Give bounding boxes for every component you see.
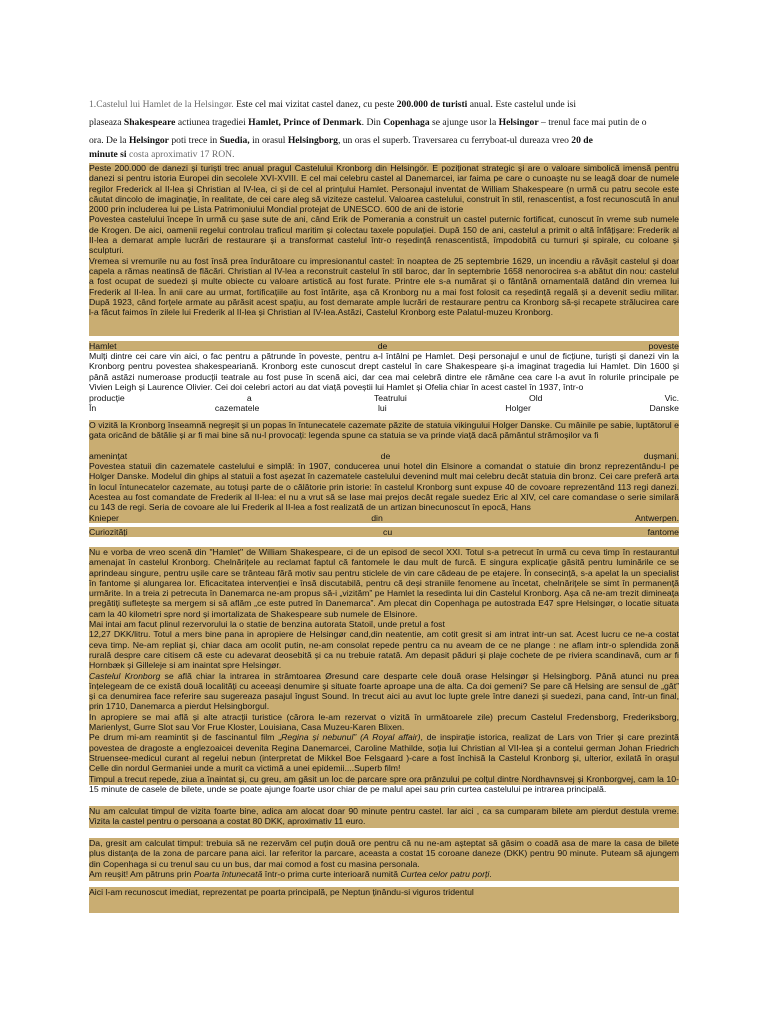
- row-word: de: [380, 451, 391, 461]
- header-word: de: [377, 341, 388, 351]
- film-text: , de inspirație istorica, realizat de Lars von Trier și care prezintă povestea de dragoste a englezoaicei devenita Regina Danemarcei, Caroline Mathilde, soția lui Christian al VII-lea și a contelui german Johan Friedrich Struensee-medicul curant al regelui nebun (interpretat de Mikkel Boe Felsgaard )-care a fost închisă la Castelul Kronborg și, ulterior, exilată în orașul Celle din nordul Germaniei unde a murit ca victimă a unei epidemii....Superb film!: [89, 732, 680, 774]
- intro-bold: Helsingor: [128, 135, 169, 146]
- row-word: Holger: [505, 403, 531, 413]
- row-word: cazematele: [214, 403, 260, 413]
- intro-text: poti trece in: [168, 135, 220, 146]
- film-text: Pe drum mi-am reamintit și de fascinantul film „: [89, 732, 282, 743]
- time-paragraph: Da, gresit am calculat timpul: trebuia să ne rezervăm cel puțin două ore pentru că nu ne-am așteptat să găsim o coadă asa de mare la casa de bilete plus distanța de la zona de parcare pana aici. Iar referitor la parcare, aceasta a costat 15 coroane daneze (DKK) pentru 90 minute. Puteam să ajungem din Copenhaga si cu trenul sau cu un bus, dar mai comod a fost cu masina personala.: [89, 838, 679, 869]
- history-paragraph-1: Peste 200.000 de danezi și turiști trec anual pragul Castelului Kronborg din Helsingör. E poziționat strategic și are o valoare simbolică imensă pentru danezi si pentru istoria Europei din secolele XVI-XVIII. E cel mai celebru castel al Danemarcei, iar faima pe care o cunoaște nu se leagă doar de numele regilor Frederick al II-lea și Christian al IV-lea, ci și de cel al prințului Hamlet. Personajul inventat de William Shakespeare (n urmă cu patru secole este căutat dincolo de imaginație, în realitate, de cei care aleg să viziteze castelul. Valoarea castelului, construit în stil, renascentist, a fost recunoscută în anul 2000 prin includerea lui pe Lista Patrimoniului Mondial protejat de UNESCO. 600 de ani de istorie: [89, 163, 679, 215]
- intro-line-3: [89, 132, 679, 150]
- section-time: [89, 838, 679, 881]
- section-holger-statue: [89, 461, 679, 513]
- intro-bold: Hamlet, Prince of Denmark: [248, 117, 362, 128]
- intro-bold: 20 de: [571, 135, 593, 146]
- intro-text: plaseaza: [89, 117, 124, 128]
- italic-text: Curtea celor patru porți: [400, 868, 490, 879]
- holger-paragraph-1: O vizită la Kronborg înseamnă negreșit și un popas în întunecatele cazemate păzite de statuia vikingului Holger Danske. Cu mâinile pe sabie, luptătorul e gata oricând de bătălie și ar fi mai bine să nu-l provocați: legenda spune ca statuia se va prinde viață dacă pământul strămoșilor va fi: [89, 420, 679, 441]
- header-word: cu: [383, 527, 393, 537]
- intro-text: se ajunge usor la: [429, 117, 499, 128]
- kronborg-paragraph: [89, 671, 679, 712]
- row-word: Danske: [649, 403, 679, 413]
- intro-bold: Helsingor: [498, 117, 539, 128]
- fuel-paragraph: Mai intai am facut plinul rezervorului la o statie de benzina autorata Statoil, unde pretul a fost: [89, 619, 445, 630]
- intro-heading-prefix: 1.: [89, 99, 97, 110]
- intro-paragraph: [89, 96, 679, 160]
- hamlet-row-1: [89, 393, 679, 403]
- intro-line-4: [89, 150, 679, 160]
- intro-bold: Shakespeare: [123, 117, 176, 128]
- kronborg-text: se află chiar la intrarea in strâmtoarea Øresund care desparte cele două orase Helsingør și Helsingborg. Până atunci nu prea înțelegeam de ce există două localități cu aceeași denumire și situate foarte aproape una de alta. Ca doi gemeni? Se pare că Helsing are sensul de „gât” și ca denumirea face referire sau sugereaza pasajul îngust Sound. In trecut aici au avut loc lupte grele între danezi și suedezi, pana cand, într-un final, prin 1710, Danemarca a pierdut Helsingborgul.: [89, 670, 679, 712]
- parking-paragraph: Timpul a trecut repede, ziua a înaintat și, cu greu, am găsit un loc de parcare spre ora prânzului pe colțul dintre Nordhavnsvej și Kronborgvej, cam la 10-15 minute de casele de bilete, unde se poate ajunge foarte usor chiar de pe malul apei sau prin curtea castelului pe intrarea principală.: [89, 773, 679, 794]
- row-word: din: [371, 513, 383, 523]
- intro-text: – trenul face mai putin de o: [538, 117, 647, 128]
- section-holger-danske: [89, 420, 679, 451]
- section-curiosities: [89, 547, 680, 794]
- intro-text: . Din: [361, 117, 384, 128]
- intro-bold: Helsingborg: [287, 135, 338, 146]
- row-word: Antwerpen.: [635, 513, 679, 523]
- intro-text: Este cel mai vizitat castel danez, cu peste: [233, 99, 397, 110]
- courtyard-text: într-o prima curte interioară numită: [262, 868, 401, 879]
- row-word: În: [89, 403, 97, 413]
- intro-text: in orasul: [249, 135, 288, 146]
- section-tickets: [89, 806, 679, 828]
- intro-text: actiunea tragediei: [175, 117, 249, 128]
- courtyard-text: Am reușit! Am pătruns prin: [89, 868, 194, 879]
- intro-bold: Suedia,: [219, 135, 250, 146]
- intro-line-1: [89, 96, 679, 114]
- intro-text: , un oras el superb. Traversarea cu ferryboat-ul dureaza vreo: [337, 135, 572, 146]
- intro-text: anual. Este castelul unde isi: [467, 99, 577, 110]
- history-paragraph-2: Povestea castelului începe în urmă cu șase sute de ani, când Erik de Pomerania a construit un castel puternic fortificat, cunoscut în vreme sub numele de Krogen. De aici, oamenii regelui controlau traficul maritim și colectau taxele populației. După 150 de ani, castelul a primit o altă înfățișare: Frederik al II-lea a demarat ample lucrări de restaurare și a transformat castelul într-o reședință renascentistă, împodobită cu turnuri și spirale, cu coloane și sculpturi.: [89, 214, 679, 256]
- italic-text: Castelul Kronborg: [89, 670, 161, 681]
- courtyard-paragraph: [89, 869, 679, 879]
- section-curiosities-header: [89, 527, 679, 537]
- row-word: lui: [377, 403, 387, 413]
- intro-text: costa aproximativ 17 RON.: [126, 149, 235, 160]
- hamlet-row-2: [89, 403, 679, 413]
- row-word: Knieper: [89, 513, 119, 523]
- ghosts-text: Nu e vorba de vreo scenă din "Hamlet" de William Shakespeare, ci de un episod de secol XXI. Totul s-a petrecut în urmă cu ceva timp în restaurantul amenajat în castelul Kronborg. Chelnărițele au reclamat faptul că fantomele le dau mult de furcă. E singura explicație găsită pentru luminările ce se aprindeau singure, pentru ușile care se trânteau fără motiv sau pentru sticlele de vin care cădeau de pe etajere. În consecință, s-a apelat la un specialist în fantome și alungarea lor. Eficacitatea intervenției e însă discutabilă, pentru că deși straniile fenomene au încetat, chelnărițele se simt în permanență urmărite.: [89, 547, 679, 599]
- neptune-paragraph: Aici l-am recunoscut imediat, reprezentat pe poarta principală, pe Neptun ținându-si viguros tridentul: [89, 887, 474, 897]
- italic-text: Poarta întunecată: [193, 868, 263, 879]
- row-word: dușmani.: [643, 451, 679, 461]
- visit-text: In a treia zi petrecuta în Danemarca ne-am propus să-i „vizităm” pe Hamlet la resedinta lui din Castelul Kronborg. Așa că ne-am trezit dimineața pregătiți sufletește sa mergem si să aflăm „ce este putred în Danemarca”. Am plecat din Copenhaga pe autostrada E47 spre Helsingør, o locatie situata cam la 40 kilometri spre nord și imortalizata de Shakespeare sub numele de Elsinore.: [89, 588, 679, 619]
- section-hamlet-header: [89, 341, 679, 351]
- section-history: [89, 163, 679, 336]
- film-paragraph: [89, 732, 679, 773]
- row-word: a: [246, 393, 252, 403]
- intro-bold: Copenhaga: [383, 117, 430, 128]
- tickets-paragraph: Nu am calculat timpul de vizita foarte bine, adica am alocat doar 90 minute pentru castel. Iar aici , ca sa cumparam bilete am pierdut destula vreme. Vizita la castel pentru o persoana a costat 80 DKK, aproximativ 11 euro.: [89, 806, 679, 827]
- ghosts-paragraph: [89, 547, 679, 619]
- intro-bold: minute si: [89, 149, 127, 160]
- holger-row-2: [89, 513, 679, 523]
- holger-paragraph-2: Povestea statuii din cazematele castelului e simplă: în 1907, conducerea unui hotel din Elsinore a comandat o statuie din bronz reprezentându-l pe Holger Danske. Modelul din ghips al statuii a fost așezat în cazematele castelului devenind mult mai celebru decât statuia din bronz. Cei care preferă arta în locul întunecatelor cazemate, au totuși parte de o călătorie prin istorie: în castelul Kronborg sunt expuse 40 de covoare reprezentând 113 regi danezi. Acestea au fost comandate de Frederik al II-lea: el nu a vrut să se lase mai prejos decât regale suedez Eric al XIV, cel care comandase o serie similară cu 143 de regi. Seria de covoare ale lui Frederik al II-lea a fost realizată de un artizan binecunoscut în epocă, Hans: [89, 461, 679, 513]
- courtyard-text: .: [489, 868, 492, 879]
- row-word: Teatrului: [373, 393, 407, 403]
- row-word: producție: [89, 393, 125, 403]
- intro-line-2: [89, 114, 679, 132]
- section-neptune: [89, 887, 679, 913]
- header-word: fantome: [647, 527, 679, 537]
- header-word: Curiozități: [89, 527, 128, 537]
- attractions-paragraph: In apropiere se mai află și alte atracții turistice (cărora le-am rezervat o vizită în următoarele zile) precum Castelul Fredensborg, Frederiksborg, Marienlyst, Gurre Slot sau Vor Frue Kloster, Louisiana, Casa Muzeu-Karen Blixen.: [89, 711, 679, 733]
- italic-text: Regina și nebunul” (A Royal affair): [281, 732, 421, 743]
- history-paragraph-3: Vremea si vremurile nu au fost însă prea îndurătoare cu impresionantul castel: în noaptea de 25 septembrie 1629, un incendiu a răvășit castelul și doar capela a rămas neatinsă de flăcări. Christian al IV-lea a reconstruit castelul în stil baroc, dar în septembrie 1658 nenorocirea s-a abătut din nou: castelul a fost ocupat de suedezi și multe obiecte cu valoare artistică au fost furate. Printre ele s-a numărat și o fântână ornamentală datând din vremea lui Frederik al II-lea. În anii care au urmat, fortificațiile au fost întărite, așa că Kronborg nu a mai fost folosit ca reședință regală și a devenit sediu militar. După 1923, când forțele armate au părăsit acest spațiu, au fost demarate ample lucrări de restaurare pentru ca Kronborg să-și recapete strălucirea care l-a făcut faimos în zilele lui Frederik al II-lea și Christian al IV-lea.Astăzi, Castelul Kronborg este Palatul-muzeu Kronborg.: [89, 255, 679, 318]
- row-word: Vic.: [664, 393, 679, 403]
- holger-row-1: [89, 451, 679, 461]
- intro-heading-title: Castelul lui Hamlet de la Helsingør.: [96, 99, 234, 110]
- header-word: poveste: [648, 341, 679, 351]
- section-hamlet: [89, 351, 679, 393]
- hamlet-paragraph: Mulți dintre cei care vin aici, o fac pentru a pătrunde în poveste, pentru a-l întâlni pe Hamlet. Deși personajul e unul de ficțiune, turiști și danezi vin la Kronborg pentru povestea shakespeariană. Kronborg este cunoscut drept castelul în care Shakespeare și-a imaginat tragedia lui Hamlet. Din 1600 și până astăzi numeroase producții teatrale au fost puse în scenă aici, dar cea mai celebră dintre ele rămâne cea care l-a avut în rolurile principale pe Vivien Leigh și Laurence Olivier. Cei doi celebri actori au dat viață poveștii lui Hamlet și Ofelia chiar în acest castel în 1937, într-o: [89, 351, 679, 392]
- intro-text: ora. De la: [89, 135, 129, 146]
- row-word: amenințat: [89, 451, 128, 461]
- row-word: Old: [528, 393, 543, 403]
- intro-bold: 200.000 de turisti: [396, 99, 468, 110]
- route-paragraph: 12,27 DKK/litru. Totul a mers bine pana in apropiere de Helsingør cand,din neatentie, am cotit gresit si am intrat intr-un sat. Acest lucru ce ne-a costat ceva timp. Ne-am repliat și, chiar daca am ocolit putin, ne-am consolat repede pentru ca nu aveam de ce ne plange : ne aflam intr-o splendida zonă rurală despre care citisem că este cu adevarat deosebită și ca nu trebuie ratată. Am depasit păduri și plaje cochete de pe riviera scandinavă, cum ar fi Hornbæk și Gilleleje si am inaintat spre Helsingør.: [89, 629, 679, 671]
- header-word: Hamlet: [89, 341, 117, 351]
